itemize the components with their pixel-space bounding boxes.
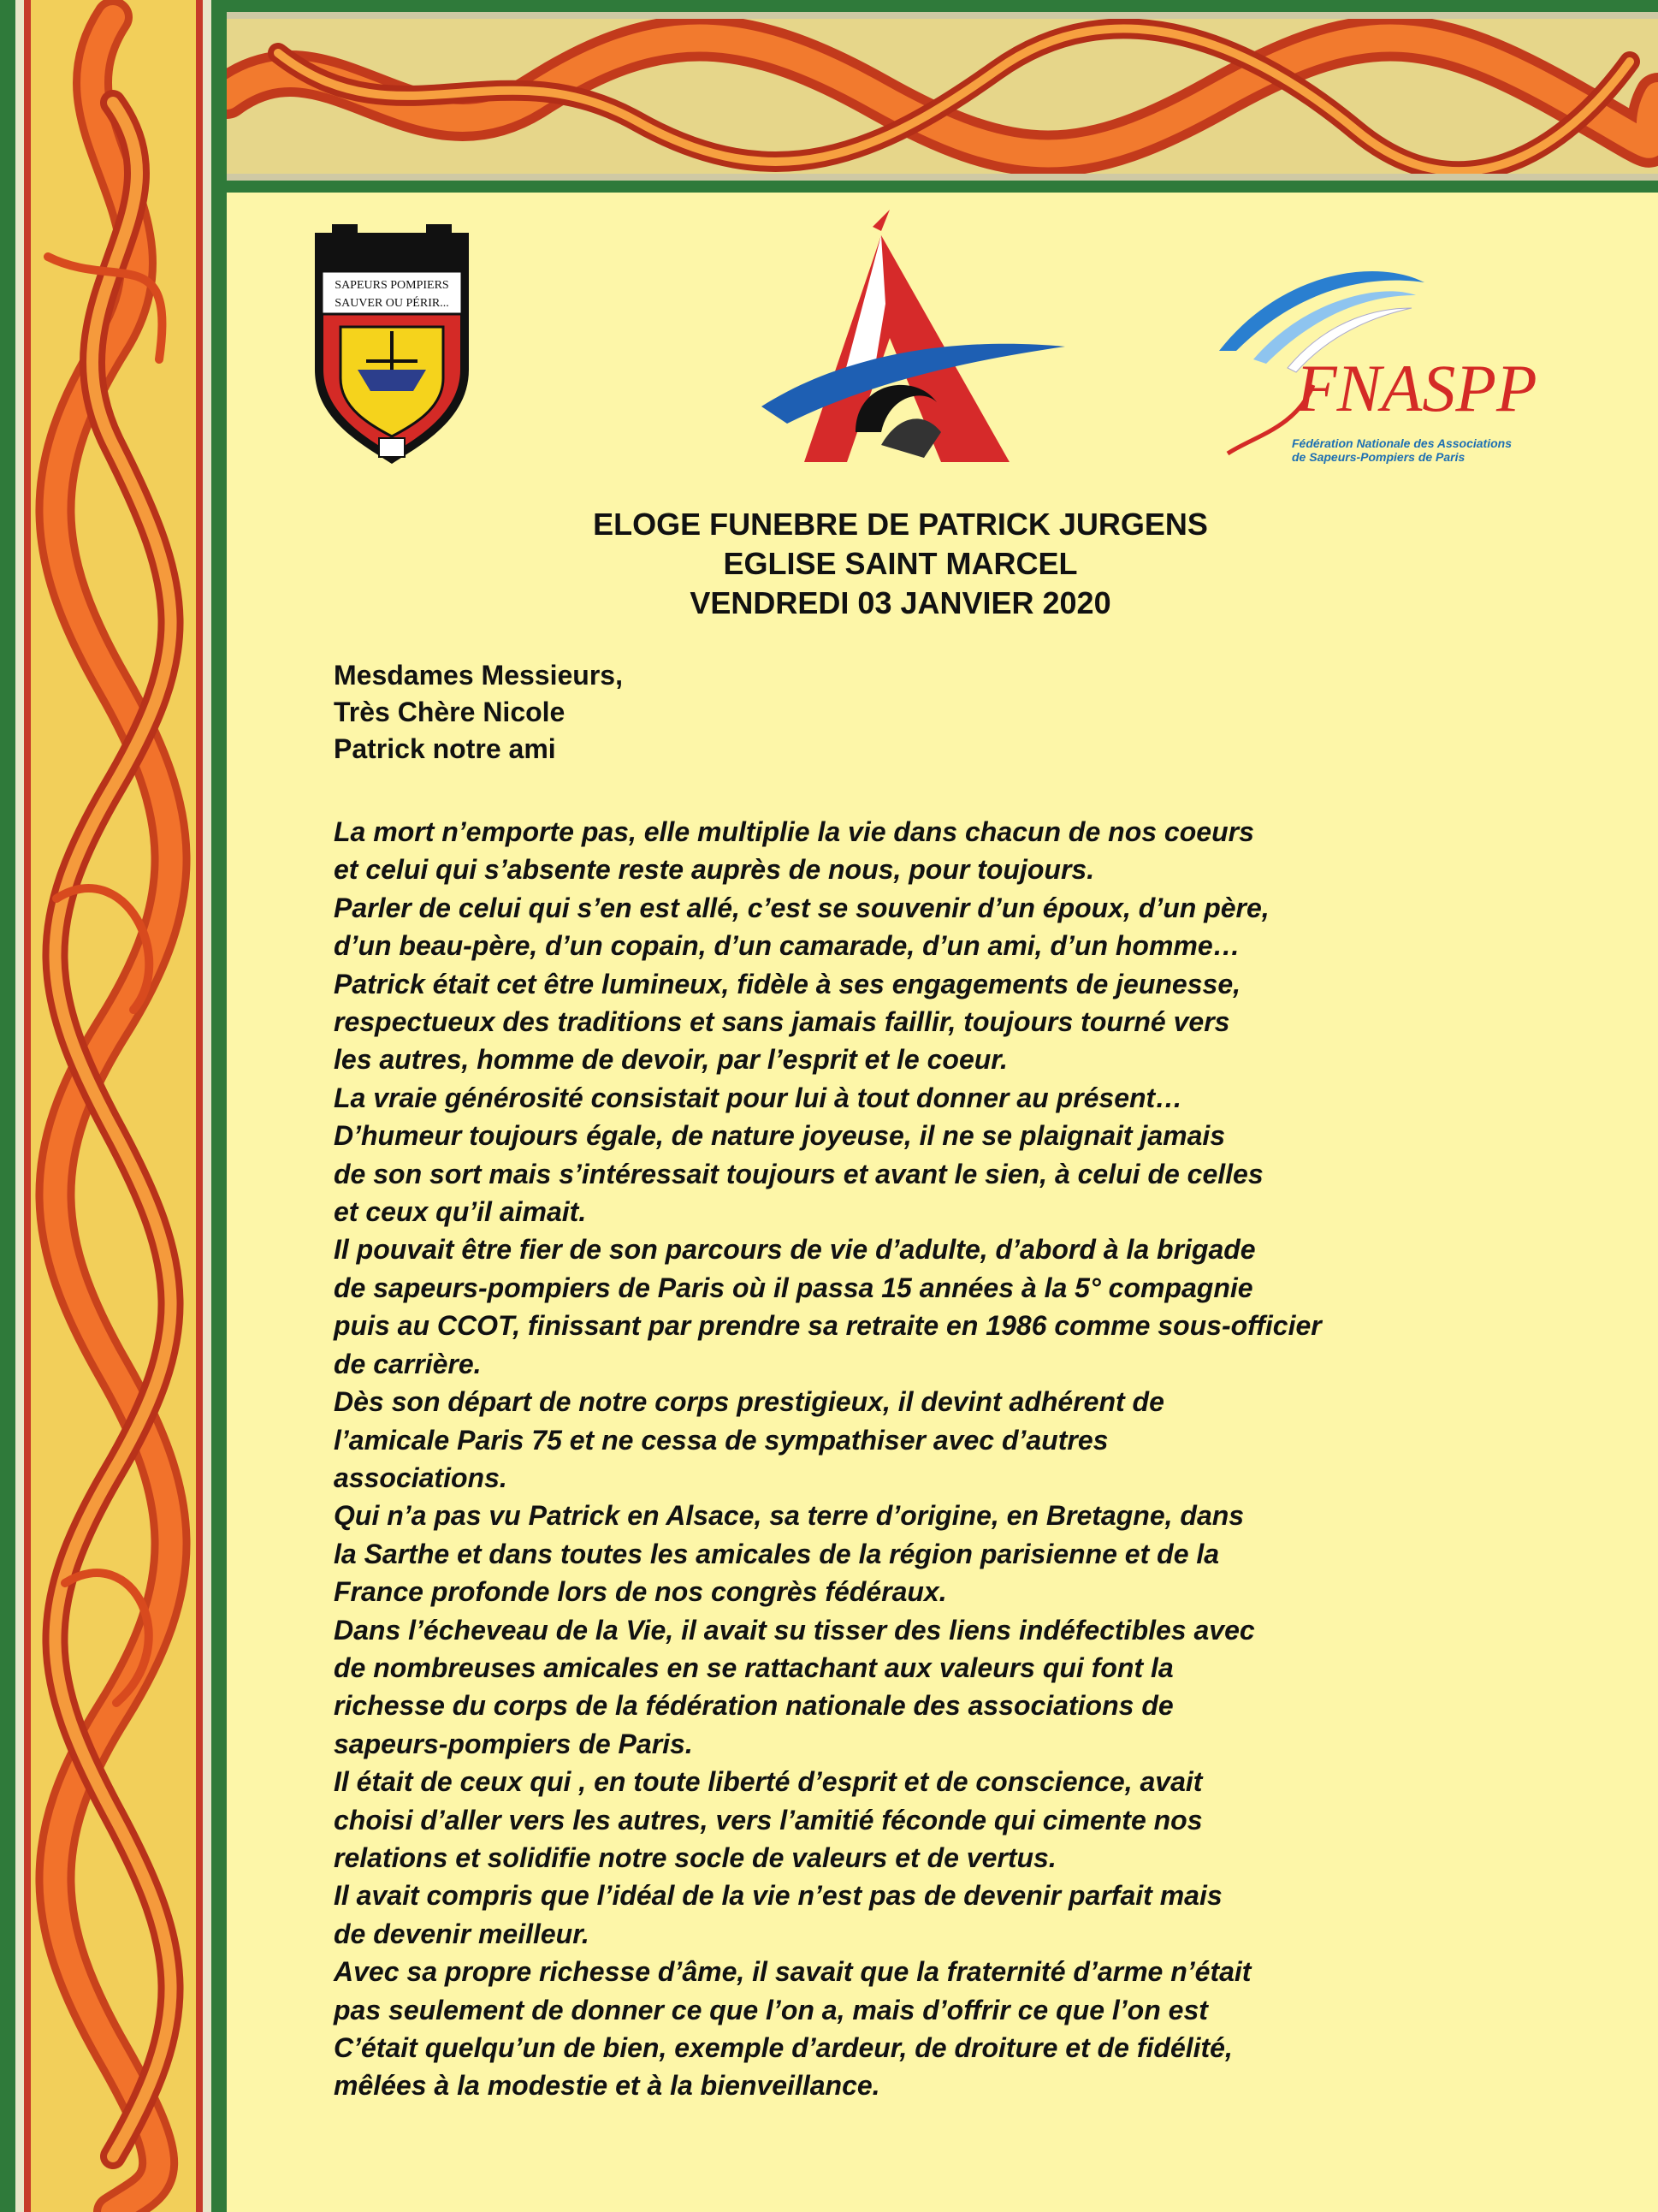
body-line: Il pouvait être fier de son parcours de vie d’adulte, d’abord à la brigade: [334, 1234, 1256, 1266]
bspp-shield-logo: [306, 224, 477, 464]
document-title: [227, 505, 1574, 623]
body-line: sapeurs-pompiers de Paris.: [334, 1728, 693, 1759]
bspp-motto-bottom: SAUVER OU PÉRIR...: [335, 297, 449, 310]
body-line: choisi d’aller vers les autres, vers l’amitié féconde qui cimente nos: [334, 1804, 1203, 1835]
body-line: puis au CCOT, finissant par prendre sa retraite en 1986 comme sous-officier: [334, 1310, 1322, 1342]
body-line: respectueux des traditions et sans jamais faillir, toujours tourné vers: [334, 1006, 1230, 1038]
salutation-line: Patrick notre ami: [334, 733, 556, 764]
body-line: associations.: [334, 1462, 507, 1493]
eulogy-body: [334, 813, 1548, 2105]
body-line: La vraie générosité consistait pour lui à tout donner au présent…: [334, 1082, 1183, 1113]
body-line: Avec sa propre richesse d’âme, il savait que la fraternité d’arme n’était: [334, 1956, 1252, 1988]
fnaspp-caption-line1: Fédération Nationale des Associations: [1292, 436, 1512, 450]
body-line: la Sarthe et dans toutes les amicales de la région parisienne et de la: [334, 1538, 1220, 1569]
body-line: Parler de celui qui s’en est allé, c’est se souvenir d’un époux, d’un père,: [334, 892, 1270, 923]
title-line-3: VENDREDI 03 JANVIER 2020: [690, 585, 1111, 620]
top-celtic-border: [227, 0, 1658, 193]
salutation-line: Très Chère Nicole: [334, 697, 565, 727]
left-celtic-border: [0, 0, 227, 2212]
body-line: D’humeur toujours égale, de nature joyeuse, il ne se plaignait jamais: [334, 1120, 1226, 1152]
fnaspp-wordmark: FNASPP: [1296, 351, 1537, 425]
bspp-motto-top: SAPEURS POMPIERS: [335, 279, 449, 292]
body-line: et celui qui s’absente reste auprès de nous, pour toujours.: [334, 854, 1095, 886]
body-line: La mort n’emporte pas, elle multiplie la vie dans chacun de nos coeurs: [334, 816, 1254, 847]
body-line: les autres, homme de devoir, par l’esprit et le coeur.: [334, 1044, 1008, 1076]
body-line: Dès son départ de notre corps prestigieux, il devint adhérent de: [334, 1386, 1164, 1418]
body-line: de son sort mais s’intéressait toujours et avant le sien, à celui de celles: [334, 1158, 1264, 1189]
body-line: de devenir meilleur.: [334, 1918, 589, 1949]
body-line: Il avait compris que l’idéal de la vie n’est pas de devenir parfait mais: [334, 1880, 1223, 1912]
body-line: et ceux qu’il aimait.: [334, 1196, 587, 1228]
body-line: Il était de ceux qui , en toute liberté d’esprit et de conscience, avait: [334, 1766, 1203, 1798]
body-line: richesse du corps de la fédération nationale des associations de: [334, 1690, 1174, 1722]
celtic-knot-horizontal-ornament: [227, 19, 1658, 174]
body-line: de nombreuses amicales en se rattachant aux valeurs qui font la: [334, 1652, 1174, 1683]
body-line: pas seulement de donner ce que l’on a, mais d’offrir ce que l’on est: [334, 1994, 1208, 2025]
title-line-1: ELOGE FUNEBRE DE PATRICK JURGENS: [593, 507, 1208, 542]
body-line: de carrière.: [334, 1348, 482, 1379]
fnaspp-caption: [1292, 436, 1548, 464]
body-line: relations et solidifie notre socle de valeurs et de vertus.: [334, 1841, 1057, 1873]
body-line: France profonde lors de nos congrès fédéraux.: [334, 1576, 947, 1608]
title-line-2: EGLISE SAINT MARCEL: [723, 546, 1078, 581]
celtic-knot-vertical-ornament: [31, 0, 196, 2212]
body-line: Dans l’écheveau de la Vie, il avait su tisser des liens indéfectibles avec: [334, 1614, 1255, 1646]
body-line: de sapeurs-pompiers de Paris où il passa 15 années à la 5° compagnie: [334, 1272, 1253, 1303]
body-line: Patrick était cet être lumineux, fidèle à ses engagements de jeunesse,: [334, 968, 1241, 999]
body-line: Qui n’a pas vu Patrick en Alsace, sa terre d’origine, en Bretagne, dans: [334, 1500, 1245, 1532]
fnaspp-caption-line2: de Sapeurs-Pompiers de Paris: [1292, 450, 1466, 464]
body-line: d’un beau-père, d’un copain, d’un camarade, d’un ami, d’un homme…: [334, 930, 1241, 962]
body-line: C’était quelqu’un de bien, exemple d’ardeur, de droiture et de fidélité,: [334, 2032, 1233, 2063]
bspp-cross-logo: [753, 210, 1069, 466]
salutation-block: [334, 657, 1531, 768]
body-line: mêlées à la modestie et à la bienveillance.: [334, 2070, 880, 2102]
body-line: l’amicale Paris 75 et ne cessa de sympathiser avec d’autres: [334, 1424, 1109, 1456]
salutation-line: Mesdames Messieurs,: [334, 660, 623, 691]
